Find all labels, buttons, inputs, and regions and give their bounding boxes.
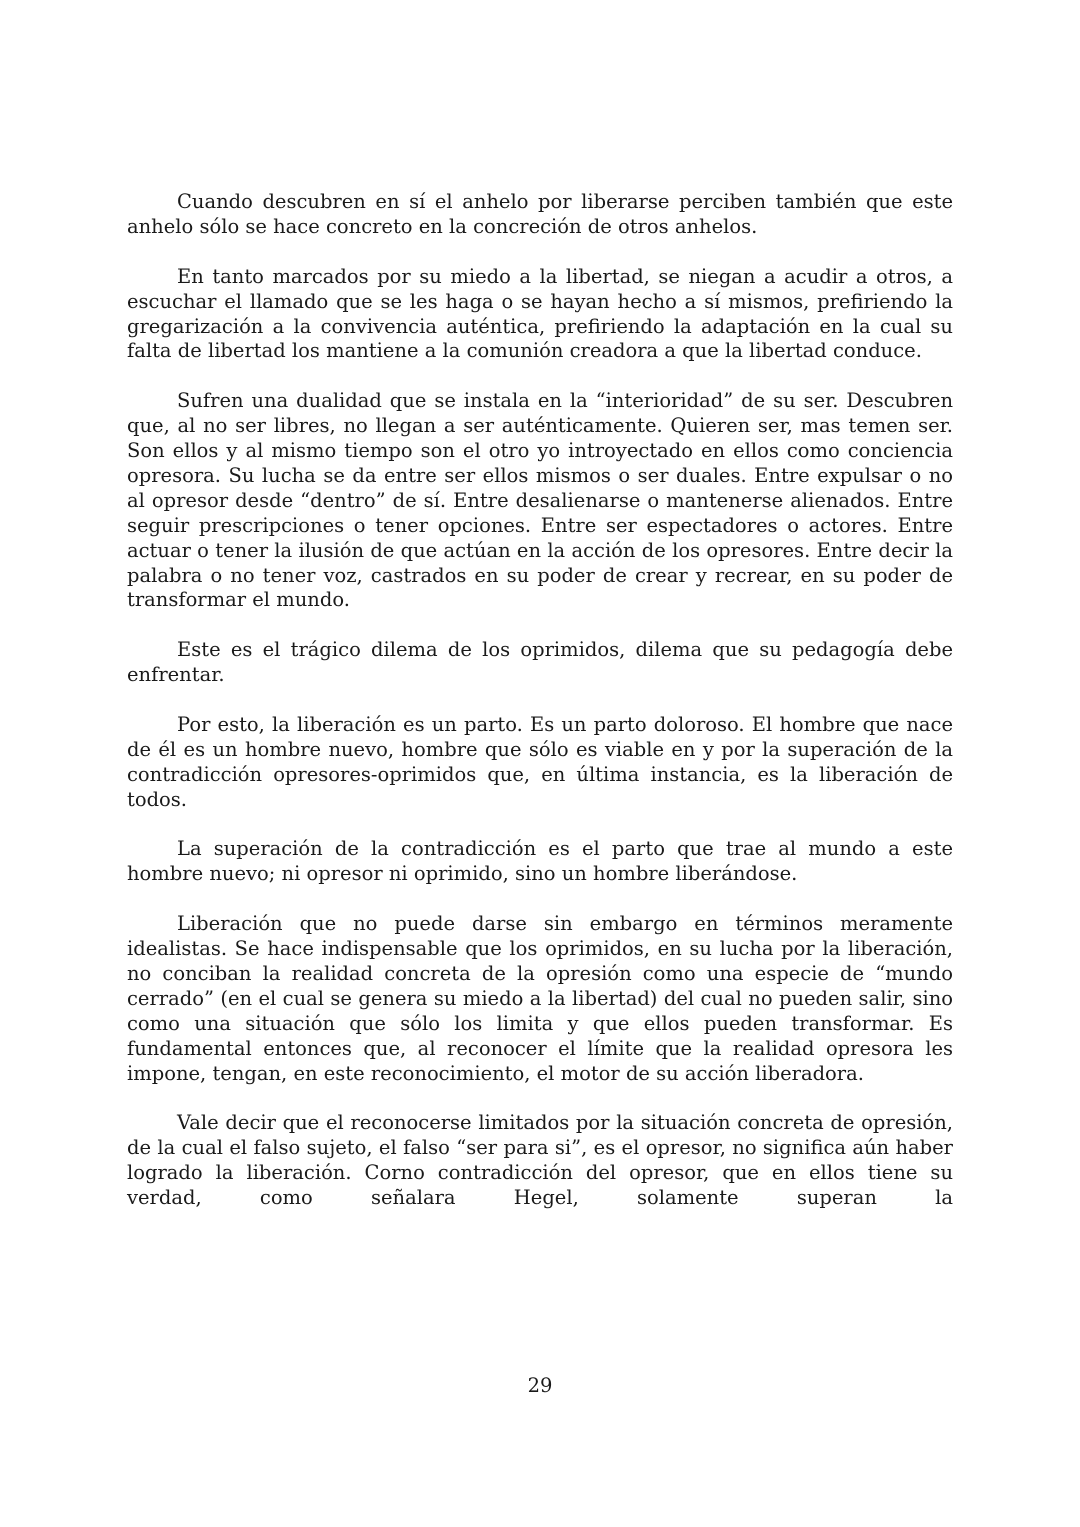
paragraph-7: Liberación que no puede darse sin embargo en términos meramente idealistas. Se hace indispensable que los oprimidos, en su lucha por la liberación, no conciban la realidad concreta de la opresión como una especie de “mundo cerrado” (en el cual se genera su miedo a la libertad) del cual no pueden salir, sino como una situación que sólo los limita y que ellos pueden transformar. Es fundamental entonces que, al reconocer el límite que la realidad opresora les impone, tengan, en este reconocimiento, el motor de su acción liberadora. [127, 912, 953, 1085]
paragraph-1: Cuando descubren en sí el anhelo por liberarse perciben también que este anhelo sólo se hace concreto en la concreción de otros anhelos. [127, 190, 953, 238]
paragraph-3: Sufren una dualidad que se instala en la “interioridad” de su ser. Descubren que, al no ser libres, no llegan a ser auténticamente. Quieren ser, mas temen ser. Son ellos y al mismo tiempo son el otro yo introyectado en ellos como conciencia opresora. Su lucha se da entre ser ellos mismos o ser duales. Entre expulsar o no al opresor desde “dentro” de sí. Entre desalienarse o mantenerse alienados. Entre seguir prescripciones o tener opciones. Entre ser espectadores o actores. Entre actuar o tener la ilusión de que actúan en la acción de los opresores. Entre decir la palabra o no tener voz, castrados en su poder de crear y recrear, en su poder de transformar el mundo. [127, 389, 953, 612]
paragraph-8: Vale decir que el reconocerse limitados por la situación concreta de opresión, de la cual el falso sujeto, el falso “ser para si”, es el opresor, no significa aún haber logrado la liberación. Corno contradicción del opresor, que en ellos tiene su verdad, como señalara Hegel, solamente superan la [127, 1111, 953, 1210]
paragraph-5: Por esto, la liberación es un parto. Es un parto doloroso. El hombre que nace de él es un hombre nuevo, hombre que sólo es viable en y por la superación de la contradicción opresores-oprimidos que, en última instancia, es la liberación de todos. [127, 712, 953, 811]
paragraph-4: Este es el trágico dilema de los oprimidos, dilema que su pedagogía debe enfrentar. [127, 638, 953, 687]
paragraph-2: En tanto marcados por su miedo a la libertad, se niegan a acudir a otros, a escuchar el llamado que se les haga o se hayan hecho a sí mismos, prefiriendo la gregarización a la convivencia auténtica, prefiriendo la adaptación en la cual su falta de libertad los mantiene a la comunión creadora a que la libertad conduce. [127, 264, 953, 363]
page-number: 29 [527, 1374, 553, 1397]
paragraph-6: La superación de la contradicción es el parto que trae al mundo a este hombre nuevo; ni opresor ni oprimido, sino un hombre liberándose. [127, 837, 953, 886]
page-body [127, 190, 953, 1236]
